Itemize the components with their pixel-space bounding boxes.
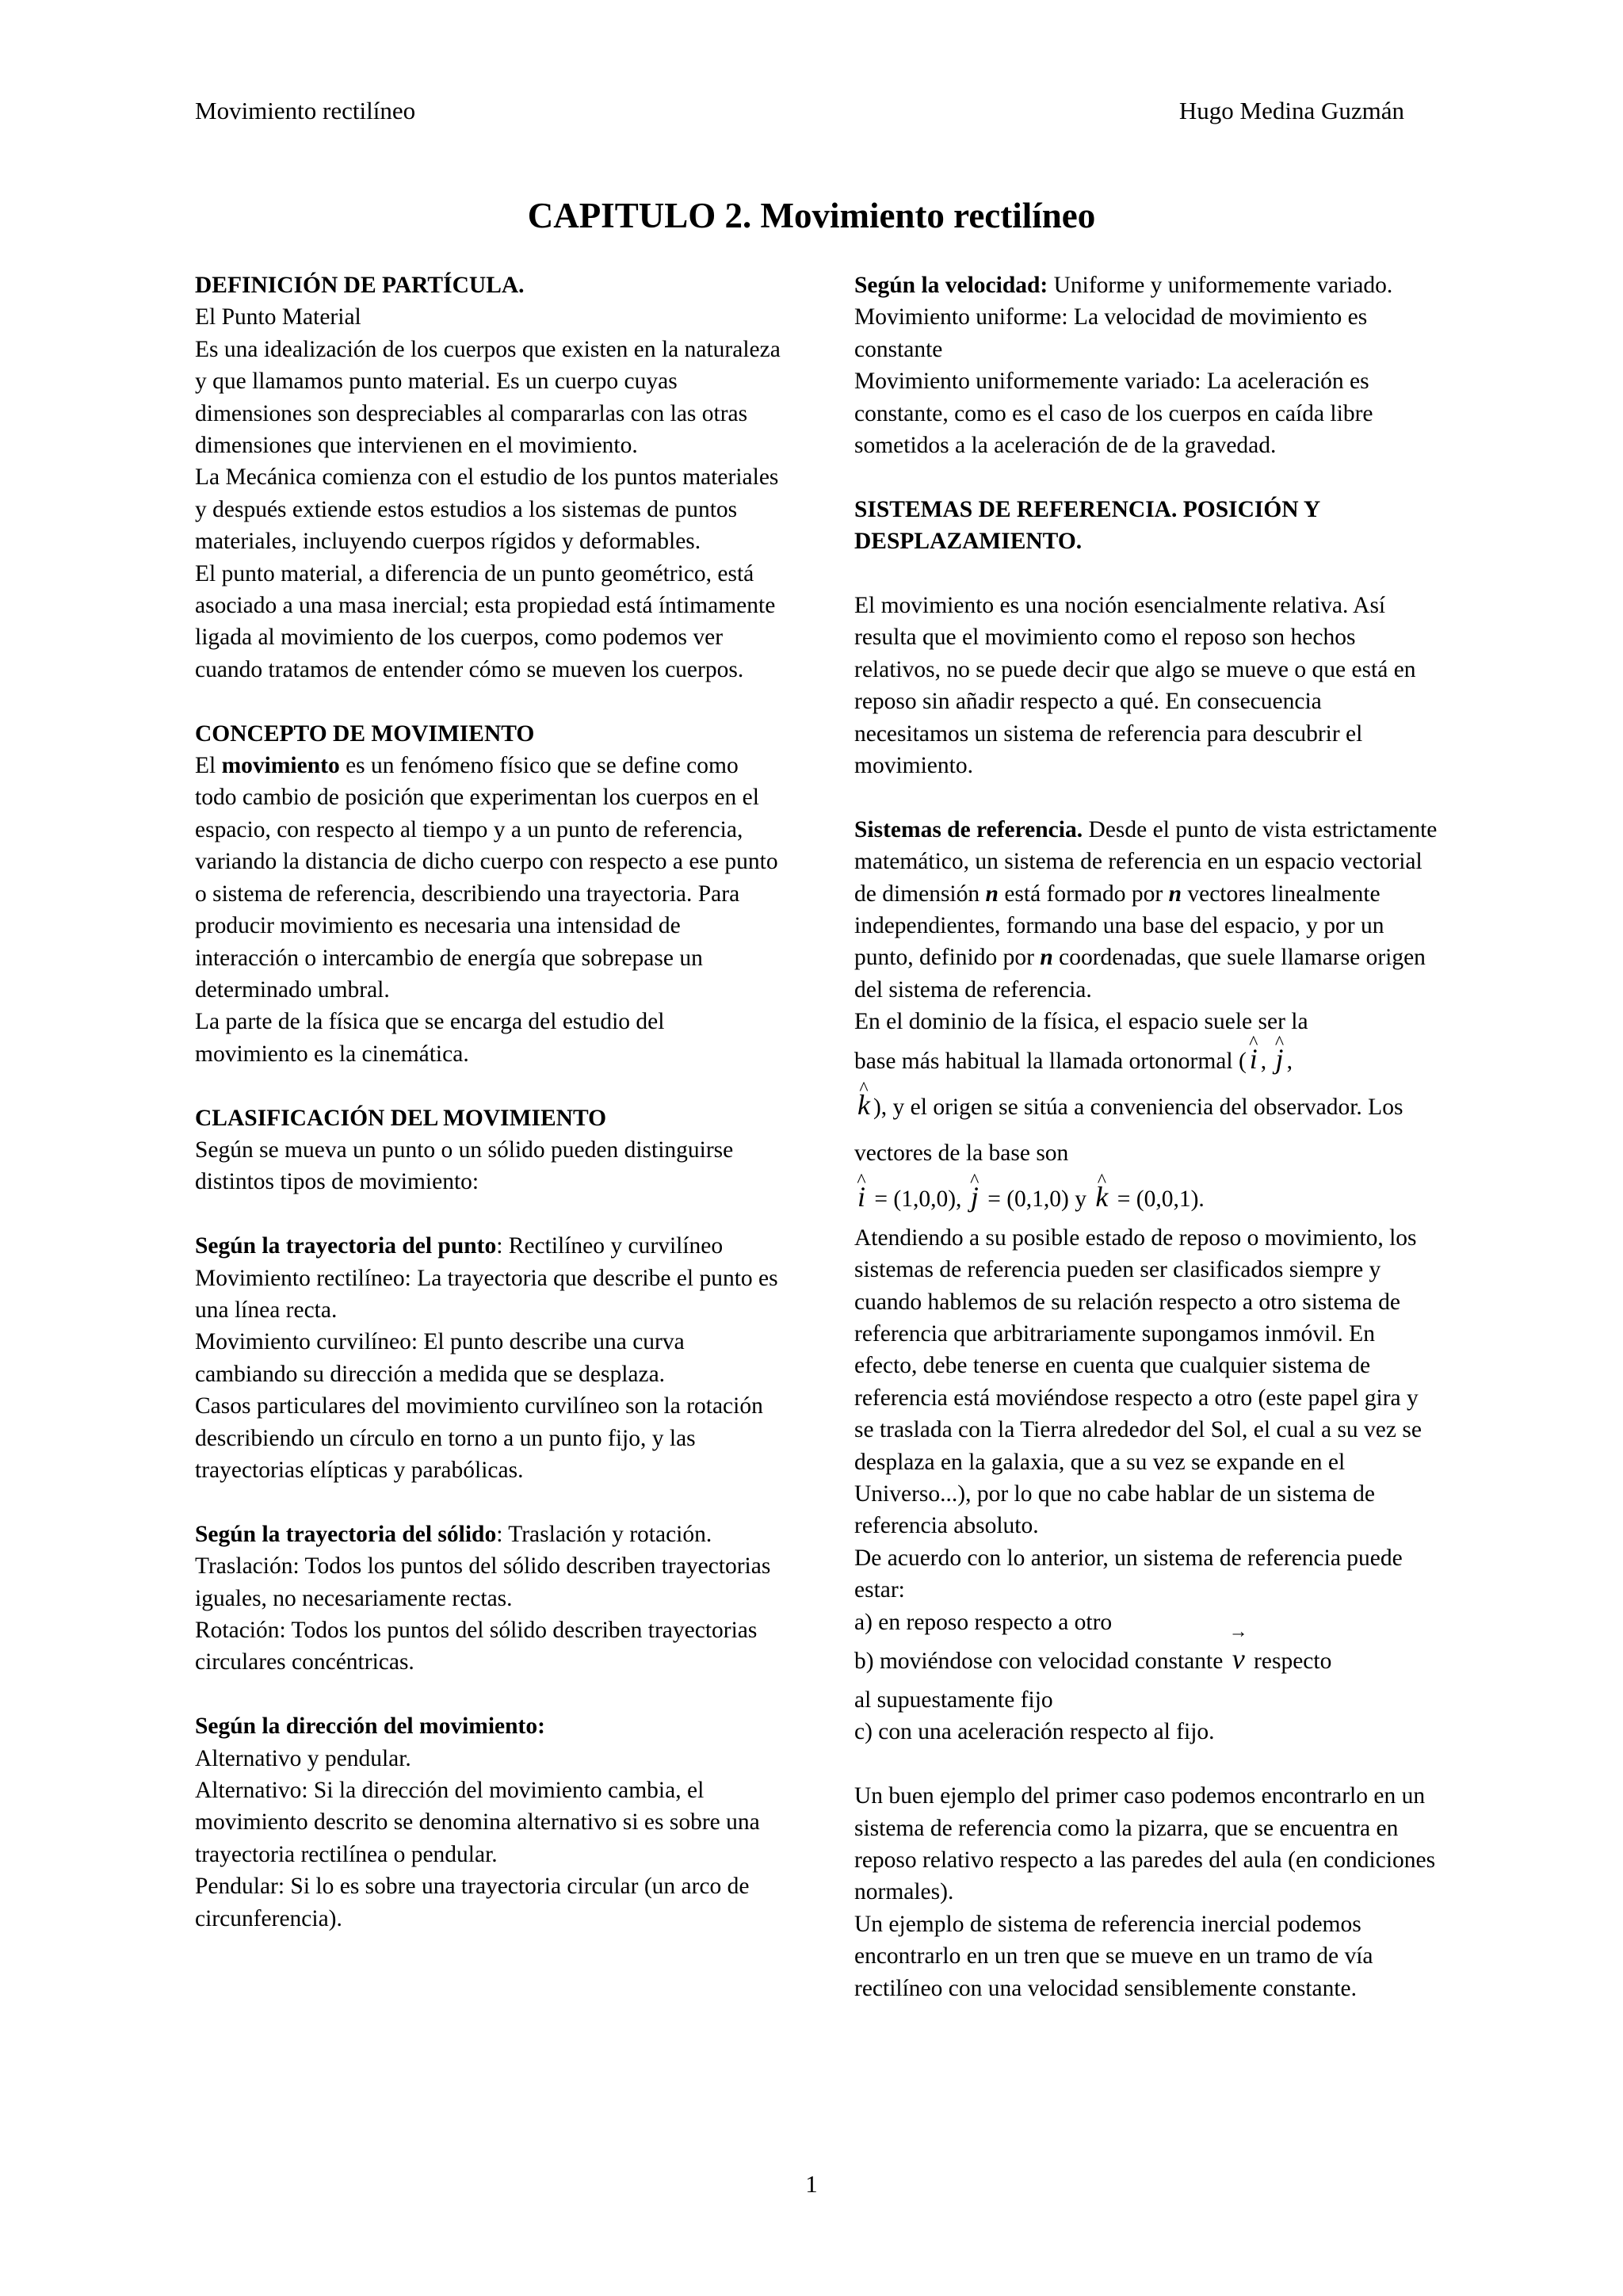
text-run: = (1,0,0), [869,1186,968,1212]
para-nocion-relativa [854,590,1441,781]
text-run: c) con una aceleración respecto al fijo. [854,1719,1215,1745]
para-mov-curvilineo [195,1326,781,1390]
paragraph-gap [854,558,1441,590]
para-estado-reposo [854,1222,1441,1542]
paragraph-gap [195,1486,781,1518]
text-run: Movimiento uniformemente variado: La aceleración es constante, como es el caso de los cuerpos en caída libre sometidos a la aceleración de de la gravedad. [854,369,1373,459]
text-run: El [195,753,222,779]
text-run: : Traslación y rotación. [496,1521,712,1547]
para-rotacion [195,1614,781,1679]
text-run: De acuerdo con lo anterior, un sistema de referencia puede estar: [854,1545,1403,1603]
para-mov-uniforme [854,301,1441,365]
para-segun-velocidad [854,269,1441,301]
bold-run: Según la velocidad: [854,273,1048,298]
para-mov-uniformemente-variado [854,365,1441,461]
para-punto-geometrico [195,558,781,686]
para-cinematica [195,1006,781,1070]
text-run: coordenadas, que suele llamarse origen del sistema de referencia. [854,945,1426,1003]
bold-run: movimiento [221,753,340,779]
para-opcion-b [854,1638,1441,1684]
text-run: Movimiento curvilíneo: El punto describe una curva cambiando su dirección a medida que se desplaza. [195,1329,685,1387]
para-ejemplo-tren [854,1908,1441,2004]
text-run: DEFINICIÓN DE PARTÍCULA. [195,273,525,298]
velocity-vector: → v [1232,1647,1245,1671]
para-dominio-fisica [854,1006,1441,1037]
math-variable-n: n [1168,881,1182,907]
text-run: = (0,1,0) y [981,1186,1093,1212]
text-run: CONCEPTO DE MOVIMIENTO [195,720,535,747]
heading-definicion [195,269,781,301]
text-run: , [1260,1048,1273,1074]
running-header [195,95,1404,127]
unit-vector-k-hat: ^ k [1095,1185,1108,1209]
paragraph-gap [195,1198,781,1230]
para-segun-mueva [195,1134,781,1198]
page-number: 1 [805,2170,818,2198]
heading-clasificacion [195,1102,781,1134]
para-opcion-b-cont [854,1684,1441,1716]
para-movimiento-def [195,750,781,1006]
text-run: Rotación: Todos los puntos del sólido describen trayectorias circulares concéntricas. [195,1618,758,1675]
text-run: Desde el punto de vista estrictamente matemático, un sistema de referencia en un espacio vectorial de dimensión [854,816,1438,907]
unit-vector-j-hat: ^ j [1276,1047,1284,1071]
para-sistemas-ref-def [854,814,1441,1006]
text-run: Casos particulares del movimiento curvilíneo son la rotación describiendo un círculo en torno a un punto fijo, y las trayectorias elípticas y parabólicas. [195,1393,763,1483]
para-traslacion [195,1550,781,1614]
paragraph-gap [854,461,1441,493]
text-run: Es una idealización de los cuerpos que existen en la naturaleza y que llamamos punto material. Es un cuerpo cuyas dimensiones son despreciables al compararlas con las otras dimensiones que intervienen en el movimiento. [195,336,781,459]
para-de-acuerdo [854,1542,1441,1606]
text-run: : Rectilíneo y curvilíneo [496,1233,724,1259]
para-vectores-base [854,1176,1441,1222]
left-column [195,269,781,1935]
para-punto-material [195,301,781,333]
para-pendular [195,1870,781,1935]
text-run: En el dominio de la física, el espacio suele ser la [854,1009,1308,1035]
text-run: Un ejemplo de sistema de referencia inercial podemos encontrarlo en un tren que se mueve en un tramo de vía rectilíneo con una velocidad sensiblemente constante. [854,1911,1373,2001]
para-mov-rectilineo [195,1263,781,1327]
para-opcion-c [854,1716,1441,1748]
chapter-title: CAPITULO 2. Movimiento rectilíneo [527,196,1096,235]
unit-vector-j-hat: ^ j [971,1185,979,1209]
text-run: La parte de la física que se encarga del estudio del movimiento es la cinemática. [195,1009,665,1067]
para-mecanica [195,461,781,557]
text-run: El movimiento es una noción esencialmente relativa. Así resulta que el movimiento como el reposo son hechos relativos, no se puede decir que algo se mueve o que está en reposo sin añadir respecto a qué. En consecuencia necesitamos un sistema de referencia para descubrir el movimiento. [854,593,1416,779]
text-run: Según se mueva un punto o un sólido pueden distinguirse distintos tipos de movimiento: [195,1137,734,1195]
text-run: Uniforme y uniformemente variado. [1048,273,1393,298]
right-column [854,269,1441,2004]
para-ejemplo-pizarra [854,1780,1441,1908]
text-run: Atendiendo a su posible estado de reposo o movimiento, los sistemas de referencia pueden ser clasificados siempre y cuando hablemos de su relación respecto a otro sistema de referencia que arbitrariamente supongamos inmóvil. En efecto, debe tenerse en cuenta que cualquier sistema de referencia está moviéndose respecto a otro (este papel gira y se traslada con la Tierra alrededor del Sol, el cual a su vez se desplaza en la galaxia, que a su vez se expande en el Universo...), por lo que no cabe hablar de un sistema de referencia absoluto. [854,1224,1422,1539]
text-run: El punto material, a diferencia de un punto geométrico, está asociado a una masa inercial; esta propiedad está íntimamente ligada al movimiento de los cuerpos, como podemos ver cuando tratamos de entender cómo se mueven los cuerpos. [195,560,776,682]
text-run: Alternativo y pendular. [195,1745,411,1771]
bold-run: Según la dirección del movimiento: [195,1713,545,1740]
para-origen [854,1084,1441,1176]
bold-run: Según la trayectoria del sólido [195,1521,497,1547]
paragraph-gap [195,686,781,717]
paragraph-gap [854,781,1441,813]
text-run: Alternativo: Si la dirección del movimiento cambia, el movimiento descrito se denomina alternativo si es sobre una trayectoria rectilínea o pendular. [195,1778,760,1867]
text-run: respecto [1247,1648,1332,1674]
para-idealizacion [195,334,781,462]
para-alternativo [195,1775,781,1870]
text-run: b) moviéndose con velocidad constante [854,1648,1229,1674]
unit-vector-k-hat: ^ k [857,1093,870,1117]
text-run: vectores linealmente independientes, formando una base del espacio, y por un punto, definido por [854,881,1384,971]
text-run: base más habitual la llamada ortonormal ( [854,1048,1247,1074]
header-right: Hugo Medina Guzmán [1178,97,1404,124]
bold-run: Según la trayectoria del punto [195,1233,497,1259]
para-trayectoria-solido [195,1519,781,1550]
heading-concepto [195,718,781,750]
text-run: = (0,0,1). [1111,1186,1205,1212]
para-direccion [195,1710,781,1742]
paragraph-gap [195,1070,781,1102]
paragraph-gap [854,1748,1441,1780]
text-run: CLASIFICACIÓN DEL MOVIMIENTO [195,1105,607,1131]
text-run: Pendular: Si lo es sobre una trayectoria circular (un arco de circunferencia). [195,1874,750,1931]
text-run: a) en reposo respecto a otro [854,1609,1113,1635]
text-run: El Punto Material [195,304,361,330]
text-run: , [1286,1048,1293,1074]
para-opcion-a [854,1606,1441,1638]
para-alternativo-pendular [195,1743,781,1775]
text-run: al supuestamente fijo [854,1687,1053,1713]
para-casos-particulares [195,1390,781,1486]
text-run: Movimiento rectilíneo: La trayectoria que describe el punto es una línea recta. [195,1265,778,1323]
math-variable-n: n [1040,945,1053,971]
text-run: Un buen ejemplo del primer caso podemos encontrarlo en un sistema de referencia como la pizarra, que se encuentra en reposo relativo respecto a las paredes del aula (en condiciones normales). [854,1783,1436,1905]
header-left: Movimiento rectilíneo [195,97,416,124]
para-ortonormal [854,1038,1441,1084]
math-variable-n: n [985,881,999,907]
text-run: Traslación: Todos los puntos del sólido describen trayectorias iguales, no necesariamente rectas. [195,1553,771,1611]
text-run: Movimiento uniforme: La velocidad de movimiento es constante [854,304,1368,362]
text-run: SISTEMAS DE REFERENCIA. POSICIÓN Y DESPLAZAMIENTO. [854,496,1320,555]
para-trayectoria-punto [195,1230,781,1262]
unit-vector-i-hat: ^ i [857,1185,865,1209]
heading-sistemas [854,494,1441,558]
text-run: ), y el origen se sitúa a conveniencia del observador. Los vectores de la base son [854,1094,1403,1166]
text-run: La Mecánica comienza con el estudio de los puntos materiales y después extiende estos estudios a los sistemas de puntos materiales, incluyendo cuerpos rígidos y deformables. [195,464,779,555]
paragraph-gap [195,1679,781,1710]
bold-run: Sistemas de referencia. [854,816,1083,842]
text-run: está formado por [998,881,1169,907]
unit-vector-i-hat: ^ i [1250,1047,1258,1071]
text-run: es un fenómeno físico que se define como todo cambio de posición que experimentan los cuerpos en el espacio, con respecto al tiempo y a un punto de referencia, variando la distancia de dicho cuerpo con respecto a ese punto o sistema de referencia, describiendo una trayectoria. Para producir movimiento es necesaria una intensidad de interacción o intercambio de energía que sobrepase un determinado umbral. [195,753,778,1003]
